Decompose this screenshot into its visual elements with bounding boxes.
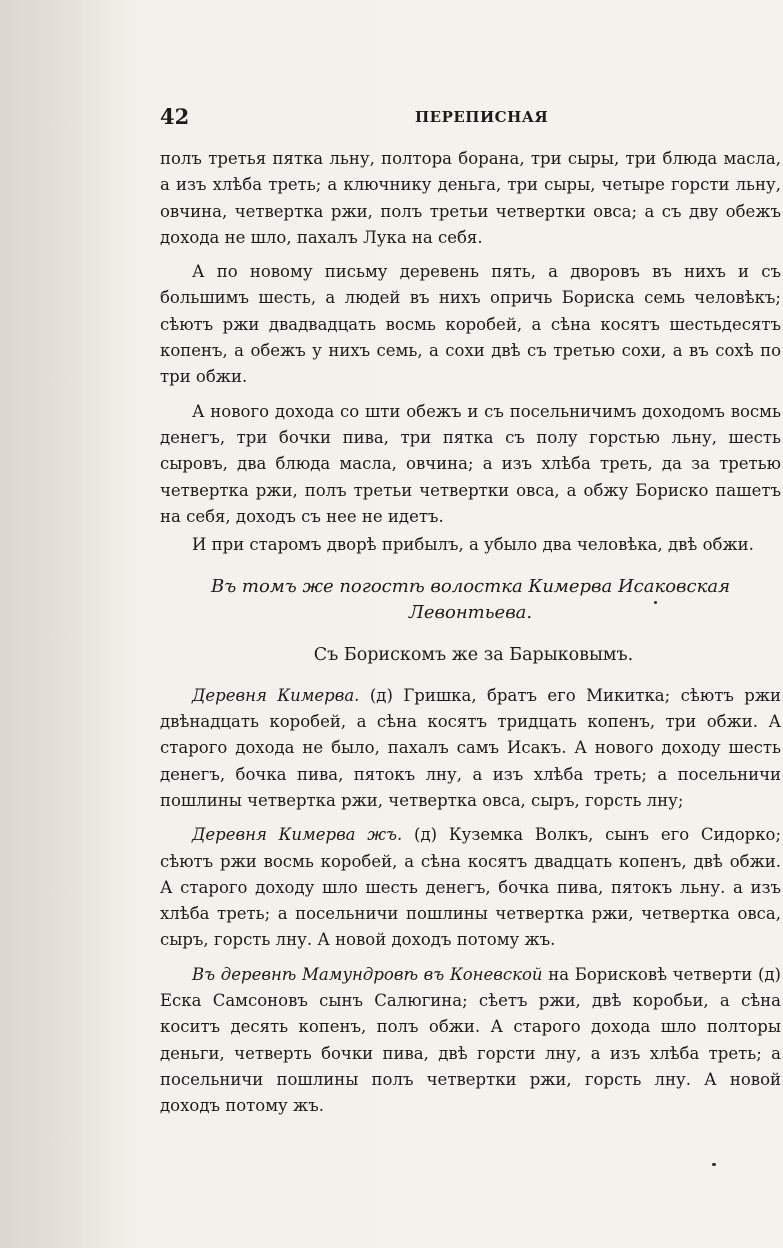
entry-text: (д) Гришка, братъ его Микитка; сѣютъ ржи двѣнадцать коробей, а сѣна косятъ тридцать копенъ, три обжи. А старого дохода не было, пахалъ самъ Исакъ. А нового доходу шесть денегъ, бочка пива, пятокъ лну, а изъ хлѣба треть; а посельничи пошлины четвертка ржи, четвертка овса, сыръ, горсть лну;: [160, 685, 781, 810]
running-head: ПЕРЕПИСНАЯ: [415, 108, 549, 126]
section-heading: [160, 574, 781, 626]
page-number: 42: [160, 104, 190, 129]
section-heading-line: Въ томъ же погостѣ волостка Кимерва Исаковская: [210, 576, 730, 598]
subheading: Съ Борискомъ же за Барыковымъ.: [313, 645, 634, 666]
ink-speck: [712, 1163, 716, 1166]
section-heading-line: Левонтьева.: [408, 602, 533, 624]
entry-lead: Деревня Кимерва жъ.: [192, 825, 403, 845]
entry-text: (д) Куземка Волкъ, сынъ его Сидорко; сѣютъ ржи восмь коробей, а сѣна косятъ двадцать копенъ, двѣ обжи. А старого доходу шло шесть денегъ, бочка пива, пятокъ льну. а изъ хлѣба треть; а посельничи пошлины четвертка ржи, четвертка овса, сыръ, горсть лну. А новой доходъ потому жъ.: [160, 825, 781, 950]
entry-text: на Борисковѣ четверти (д) Еска Самсоновъ сынъ Салюгина; сѣетъ ржи, двѣ коробьи, а сѣна коситъ десять копенъ, полъ обжи. А старого дохода шло полторы деньги, четверть бочки пива, двѣ горсти лну, а изъ хлѣба треть; а посельничи пошлины полъ четвертки ржи, горсть лну. А новой доходъ потому жъ.: [160, 964, 781, 1116]
paragraph: А нового дохода со шти обежъ и съ посельничимъ доходомъ восмь денегъ, три бочки пива, три пятка съ полу горстью льну, шесть сыровъ, два блюда масла, овчина; а изъ хлѣба треть, да за третью четвертка ржи, полъ третьи четвертки овса, а обжу Бориско пашетъ на себя, доходъ съ нее не идетъ.: [160, 401, 781, 526]
entry-paragraph: [160, 683, 781, 814]
entry-lead: Деревня Кимерва.: [192, 685, 360, 705]
ink-speck: [654, 601, 657, 604]
paragraph: И при старомъ дворѣ прибылъ, а убыло два человѣка, двѣ обжи.: [192, 535, 754, 555]
body-text: [160, 146, 781, 1128]
entry-paragraph: [160, 822, 781, 953]
paragraph: А по новому письму деревень пять, а дворовъ въ нихъ и съ большимъ шесть, а людей въ нихъ опричь Бориска семь человѣкъ; сѣютъ ржи двадвадцать восмь коробей, а сѣна косятъ шестьдесятъ копенъ, а обежъ у нихъ семь, а сохи двѣ съ третью сохи, а въ сохѣ по три обжи.: [160, 262, 781, 387]
paragraph: полъ третья пятка льну, полтора борана, три сыры, три блюда масла, а изъ хлѣба треть; а ключнику деньга, три сыры, четыре горсти льну, овчина, четвертка ржи, полъ третьи четвертки овса; а съ дву обежъ дохода не шло, пахалъ Лука на себя.: [160, 149, 781, 247]
entry-paragraph: [160, 962, 781, 1120]
page-header: [160, 104, 775, 132]
entry-lead: Въ деревнѣ Мамундровѣ въ Коневской: [192, 964, 543, 984]
page-edge-shadow: [0, 0, 130, 1248]
